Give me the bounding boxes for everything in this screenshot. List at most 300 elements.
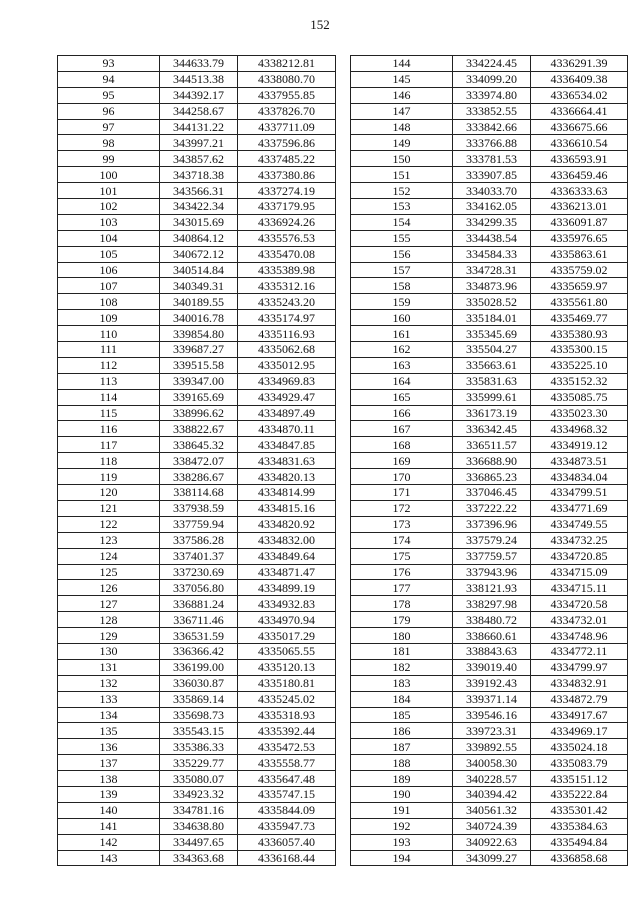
x-coordinate-cell: 337230.69 [160, 564, 238, 580]
y-coordinate-cell: 4337380.86 [238, 167, 336, 183]
y-coordinate-cell: 4336593.91 [531, 151, 628, 167]
table-row [351, 675, 628, 691]
x-coordinate-cell: 340228.57 [453, 771, 531, 787]
table-row [351, 659, 628, 675]
point-number-cell: 167 [351, 421, 453, 437]
table-row [58, 659, 336, 675]
y-coordinate-cell: 4334820.13 [238, 469, 336, 485]
table-row [58, 548, 336, 564]
point-number-cell: 102 [58, 199, 160, 215]
x-coordinate-cell: 338121.93 [453, 580, 531, 596]
point-number-cell: 136 [58, 739, 160, 755]
point-number-cell: 168 [351, 437, 453, 453]
x-coordinate-cell: 336688.90 [453, 453, 531, 469]
y-coordinate-cell: 4337179.95 [238, 199, 336, 215]
x-coordinate-cell: 333907.85 [453, 167, 531, 183]
table-row [58, 405, 336, 421]
x-coordinate-cell: 337396.96 [453, 516, 531, 532]
y-coordinate-cell: 4334847.85 [238, 437, 336, 453]
point-number-cell: 179 [351, 612, 453, 628]
x-coordinate-cell: 339371.14 [453, 691, 531, 707]
point-number-cell: 165 [351, 389, 453, 405]
point-number-cell: 173 [351, 516, 453, 532]
y-coordinate-cell: 4336675.66 [531, 119, 628, 135]
point-number-cell: 184 [351, 691, 453, 707]
x-coordinate-cell: 335869.14 [160, 691, 238, 707]
point-number-cell: 121 [58, 500, 160, 516]
table-row [58, 437, 336, 453]
table-row [58, 214, 336, 230]
y-coordinate-cell: 4336333.63 [531, 183, 628, 199]
x-coordinate-cell: 340724.39 [453, 818, 531, 834]
y-coordinate-cell: 4337485.22 [238, 151, 336, 167]
x-coordinate-cell: 338286.67 [160, 469, 238, 485]
point-number-cell: 148 [351, 119, 453, 135]
point-number-cell: 176 [351, 564, 453, 580]
x-coordinate-cell: 338996.62 [160, 405, 238, 421]
y-coordinate-cell: 4334799.51 [531, 485, 628, 501]
y-coordinate-cell: 4335300.15 [531, 342, 628, 358]
x-coordinate-cell: 334033.70 [453, 183, 531, 199]
y-coordinate-cell: 4335747.15 [238, 786, 336, 802]
point-number-cell: 151 [351, 167, 453, 183]
y-coordinate-cell: 4335017.29 [238, 628, 336, 644]
point-number-cell: 169 [351, 453, 453, 469]
y-coordinate-cell: 4335225.10 [531, 357, 628, 373]
table-row [58, 151, 336, 167]
table-row [351, 357, 628, 373]
point-number-cell: 166 [351, 405, 453, 421]
y-coordinate-cell: 4334897.49 [238, 405, 336, 421]
x-coordinate-cell: 336030.87 [160, 675, 238, 691]
x-coordinate-cell: 337759.57 [453, 548, 531, 564]
y-coordinate-cell: 4334899.19 [238, 580, 336, 596]
table-row [58, 167, 336, 183]
point-number-cell: 114 [58, 389, 160, 405]
y-coordinate-cell: 4334970.94 [238, 612, 336, 628]
point-number-cell: 154 [351, 214, 453, 230]
point-number-cell: 153 [351, 199, 453, 215]
y-coordinate-cell: 4334872.79 [531, 691, 628, 707]
y-coordinate-cell: 4336664.41 [531, 103, 628, 119]
point-number-cell: 186 [351, 723, 453, 739]
table-row [351, 643, 628, 659]
y-coordinate-cell: 4335180.81 [238, 675, 336, 691]
table-row [58, 771, 336, 787]
point-number-cell: 183 [351, 675, 453, 691]
x-coordinate-cell: 344258.67 [160, 103, 238, 119]
x-coordinate-cell: 335663.61 [453, 357, 531, 373]
point-number-cell: 156 [351, 246, 453, 262]
y-coordinate-cell: 4334814.99 [238, 485, 336, 501]
point-number-cell: 189 [351, 771, 453, 787]
table-row [351, 469, 628, 485]
table-row [58, 834, 336, 850]
y-coordinate-cell: 4335318.93 [238, 707, 336, 723]
x-coordinate-cell: 340349.31 [160, 278, 238, 294]
y-coordinate-cell: 4335023.30 [531, 405, 628, 421]
point-number-cell: 100 [58, 167, 160, 183]
y-coordinate-cell: 4334748.96 [531, 628, 628, 644]
x-coordinate-cell: 338645.32 [160, 437, 238, 453]
x-coordinate-cell: 334438.54 [453, 230, 531, 246]
table-row [58, 119, 336, 135]
y-coordinate-cell: 4335558.77 [238, 755, 336, 771]
y-coordinate-cell: 4335152.32 [531, 373, 628, 389]
table-row [58, 357, 336, 373]
table-row [58, 739, 336, 755]
point-number-cell: 109 [58, 310, 160, 326]
x-coordinate-cell: 339854.80 [160, 326, 238, 342]
y-coordinate-cell: 4335389.98 [238, 262, 336, 278]
point-number-cell: 194 [351, 850, 453, 866]
point-number-cell: 116 [58, 421, 160, 437]
x-coordinate-cell: 336511.57 [453, 437, 531, 453]
y-coordinate-cell: 4334772.11 [531, 643, 628, 659]
point-number-cell: 187 [351, 739, 453, 755]
table-row [351, 405, 628, 421]
point-number-cell: 125 [58, 564, 160, 580]
point-number-cell: 93 [58, 56, 160, 72]
point-number-cell: 115 [58, 405, 160, 421]
table-row [351, 56, 628, 72]
point-number-cell: 159 [351, 294, 453, 310]
x-coordinate-cell: 340189.55 [160, 294, 238, 310]
table-row [58, 469, 336, 485]
y-coordinate-cell: 4335245.02 [238, 691, 336, 707]
table-row [58, 87, 336, 103]
point-number-cell: 170 [351, 469, 453, 485]
x-coordinate-cell: 336366.42 [160, 643, 238, 659]
table-row [58, 723, 336, 739]
y-coordinate-cell: 4336459.46 [531, 167, 628, 183]
x-coordinate-cell: 340058.30 [453, 755, 531, 771]
point-number-cell: 143 [58, 850, 160, 866]
table-row [351, 294, 628, 310]
y-coordinate-cell: 4335174.97 [238, 310, 336, 326]
point-number-cell: 129 [58, 628, 160, 644]
x-coordinate-cell: 334923.32 [160, 786, 238, 802]
table-row [351, 119, 628, 135]
point-number-cell: 193 [351, 834, 453, 850]
y-coordinate-cell: 4336291.39 [531, 56, 628, 72]
x-coordinate-cell: 340394.42 [453, 786, 531, 802]
table-row [351, 691, 628, 707]
y-coordinate-cell: 4336610.54 [531, 135, 628, 151]
table-row [351, 373, 628, 389]
x-coordinate-cell: 337586.28 [160, 532, 238, 548]
x-coordinate-cell: 337046.45 [453, 485, 531, 501]
x-coordinate-cell: 334224.45 [453, 56, 531, 72]
x-coordinate-cell: 337938.59 [160, 500, 238, 516]
y-coordinate-cell: 4334919.12 [531, 437, 628, 453]
y-coordinate-cell: 4334831.63 [238, 453, 336, 469]
y-coordinate-cell: 4335494.84 [531, 834, 628, 850]
table-row [351, 103, 628, 119]
y-coordinate-cell: 4334968.32 [531, 421, 628, 437]
table-row [351, 71, 628, 87]
x-coordinate-cell: 337759.94 [160, 516, 238, 532]
point-number-cell: 163 [351, 357, 453, 373]
y-coordinate-cell: 4334715.09 [531, 564, 628, 580]
y-coordinate-cell: 4335062.68 [238, 342, 336, 358]
x-coordinate-cell: 334099.20 [453, 71, 531, 87]
table-row [58, 310, 336, 326]
point-number-cell: 192 [351, 818, 453, 834]
table-row [351, 326, 628, 342]
table-row [351, 596, 628, 612]
point-number-cell: 132 [58, 675, 160, 691]
point-number-cell: 164 [351, 373, 453, 389]
y-coordinate-cell: 4336924.26 [238, 214, 336, 230]
point-number-cell: 158 [351, 278, 453, 294]
point-number-cell: 103 [58, 214, 160, 230]
point-number-cell: 145 [351, 71, 453, 87]
x-coordinate-cell: 338114.68 [160, 485, 238, 501]
table-row [58, 342, 336, 358]
y-coordinate-cell: 4334870.11 [238, 421, 336, 437]
y-coordinate-cell: 4335472.53 [238, 739, 336, 755]
x-coordinate-cell: 335386.33 [160, 739, 238, 755]
y-coordinate-cell: 4337955.85 [238, 87, 336, 103]
point-number-cell: 105 [58, 246, 160, 262]
y-coordinate-cell: 4337711.09 [238, 119, 336, 135]
point-number-cell: 97 [58, 119, 160, 135]
table-row [58, 262, 336, 278]
point-number-cell: 161 [351, 326, 453, 342]
y-coordinate-cell: 4335576.53 [238, 230, 336, 246]
point-number-cell: 113 [58, 373, 160, 389]
table-row [58, 389, 336, 405]
point-number-cell: 96 [58, 103, 160, 119]
point-number-cell: 190 [351, 786, 453, 802]
table-row [58, 707, 336, 723]
x-coordinate-cell: 340672.12 [160, 246, 238, 262]
point-number-cell: 147 [351, 103, 453, 119]
point-number-cell: 106 [58, 262, 160, 278]
point-number-cell: 119 [58, 469, 160, 485]
table-row [351, 151, 628, 167]
y-coordinate-cell: 4335392.44 [238, 723, 336, 739]
x-coordinate-cell: 336881.24 [160, 596, 238, 612]
table-row [351, 278, 628, 294]
point-number-cell: 155 [351, 230, 453, 246]
table-row [351, 834, 628, 850]
point-number-cell: 152 [351, 183, 453, 199]
point-number-cell: 185 [351, 707, 453, 723]
point-number-cell: 122 [58, 516, 160, 532]
y-coordinate-cell: 4336213.01 [531, 199, 628, 215]
table-row [351, 771, 628, 787]
table-row [58, 675, 336, 691]
point-number-cell: 175 [351, 548, 453, 564]
y-coordinate-cell: 4337596.86 [238, 135, 336, 151]
coordinates-table-left [57, 55, 336, 866]
table-row [351, 421, 628, 437]
y-coordinate-cell: 4335222.84 [531, 786, 628, 802]
table-row [58, 580, 336, 596]
point-number-cell: 134 [58, 707, 160, 723]
x-coordinate-cell: 344633.79 [160, 56, 238, 72]
x-coordinate-cell: 335831.63 [453, 373, 531, 389]
table-row [58, 421, 336, 437]
table-row [351, 850, 628, 866]
x-coordinate-cell: 339019.40 [453, 659, 531, 675]
point-number-cell: 127 [58, 596, 160, 612]
y-coordinate-cell: 4334832.91 [531, 675, 628, 691]
y-coordinate-cell: 4334917.67 [531, 707, 628, 723]
table-row [58, 230, 336, 246]
x-coordinate-cell: 344513.38 [160, 71, 238, 87]
x-coordinate-cell: 336173.19 [453, 405, 531, 421]
x-coordinate-cell: 334162.05 [453, 199, 531, 215]
table-row [351, 246, 628, 262]
x-coordinate-cell: 333781.53 [453, 151, 531, 167]
x-coordinate-cell: 334497.65 [160, 834, 238, 850]
table-row [58, 278, 336, 294]
x-coordinate-cell: 338297.98 [453, 596, 531, 612]
y-coordinate-cell: 4334732.01 [531, 612, 628, 628]
table-row [351, 87, 628, 103]
point-number-cell: 181 [351, 643, 453, 659]
y-coordinate-cell: 4334720.85 [531, 548, 628, 564]
point-number-cell: 117 [58, 437, 160, 453]
x-coordinate-cell: 337222.22 [453, 500, 531, 516]
y-coordinate-cell: 4335380.93 [531, 326, 628, 342]
x-coordinate-cell: 333766.88 [453, 135, 531, 151]
point-number-cell: 139 [58, 786, 160, 802]
x-coordinate-cell: 334584.33 [453, 246, 531, 262]
y-coordinate-cell: 4334720.58 [531, 596, 628, 612]
x-coordinate-cell: 333842.66 [453, 119, 531, 135]
table-row [58, 516, 336, 532]
y-coordinate-cell: 4335243.20 [238, 294, 336, 310]
table-row [351, 564, 628, 580]
point-number-cell: 160 [351, 310, 453, 326]
point-number-cell: 137 [58, 755, 160, 771]
point-number-cell: 142 [58, 834, 160, 850]
table-row [351, 516, 628, 532]
table-row [58, 850, 336, 866]
x-coordinate-cell: 333852.55 [453, 103, 531, 119]
table-row [351, 167, 628, 183]
point-number-cell: 126 [58, 580, 160, 596]
x-coordinate-cell: 337579.24 [453, 532, 531, 548]
x-coordinate-cell: 343015.69 [160, 214, 238, 230]
x-coordinate-cell: 339546.16 [453, 707, 531, 723]
x-coordinate-cell: 336342.45 [453, 421, 531, 437]
table-row [351, 389, 628, 405]
table-row [351, 135, 628, 151]
y-coordinate-cell: 4335470.08 [238, 246, 336, 262]
table-row [58, 596, 336, 612]
x-coordinate-cell: 334781.16 [160, 802, 238, 818]
y-coordinate-cell: 4335844.09 [238, 802, 336, 818]
point-number-cell: 131 [58, 659, 160, 675]
point-number-cell: 177 [351, 580, 453, 596]
x-coordinate-cell: 334638.80 [160, 818, 238, 834]
x-coordinate-cell: 336531.59 [160, 628, 238, 644]
table-row [58, 135, 336, 151]
y-coordinate-cell: 4335301.42 [531, 802, 628, 818]
x-coordinate-cell: 335504.27 [453, 342, 531, 358]
point-number-cell: 99 [58, 151, 160, 167]
table-row [351, 310, 628, 326]
x-coordinate-cell: 343857.62 [160, 151, 238, 167]
point-number-cell: 171 [351, 485, 453, 501]
x-coordinate-cell: 337056.80 [160, 580, 238, 596]
x-coordinate-cell: 336865.23 [453, 469, 531, 485]
table-row [58, 786, 336, 802]
point-number-cell: 150 [351, 151, 453, 167]
table-row [58, 755, 336, 771]
coordinates-table-right [350, 55, 628, 866]
x-coordinate-cell: 334873.96 [453, 278, 531, 294]
table-row [58, 643, 336, 659]
table-row [351, 437, 628, 453]
table-row [351, 230, 628, 246]
y-coordinate-cell: 4334732.25 [531, 532, 628, 548]
point-number-cell: 111 [58, 342, 160, 358]
y-coordinate-cell: 4334932.83 [238, 596, 336, 612]
y-coordinate-cell: 4335065.55 [238, 643, 336, 659]
x-coordinate-cell: 339515.58 [160, 357, 238, 373]
x-coordinate-cell: 343422.34 [160, 199, 238, 215]
x-coordinate-cell: 343718.38 [160, 167, 238, 183]
table-row [351, 548, 628, 564]
y-coordinate-cell: 4335116.93 [238, 326, 336, 342]
point-number-cell: 172 [351, 500, 453, 516]
x-coordinate-cell: 344392.17 [160, 87, 238, 103]
x-coordinate-cell: 338472.07 [160, 453, 238, 469]
x-coordinate-cell: 335229.77 [160, 755, 238, 771]
point-number-cell: 130 [58, 643, 160, 659]
y-coordinate-cell: 4335659.97 [531, 278, 628, 294]
table-row [351, 485, 628, 501]
point-number-cell: 128 [58, 612, 160, 628]
x-coordinate-cell: 340016.78 [160, 310, 238, 326]
point-number-cell: 144 [351, 56, 453, 72]
y-coordinate-cell: 4338212.81 [238, 56, 336, 72]
table-row [351, 612, 628, 628]
table-row [58, 326, 336, 342]
point-number-cell: 188 [351, 755, 453, 771]
point-number-cell: 124 [58, 548, 160, 564]
point-number-cell: 138 [58, 771, 160, 787]
table-row [351, 707, 628, 723]
x-coordinate-cell: 334299.35 [453, 214, 531, 230]
point-number-cell: 118 [58, 453, 160, 469]
table-row [58, 500, 336, 516]
y-coordinate-cell: 4334873.51 [531, 453, 628, 469]
x-coordinate-cell: 338660.61 [453, 628, 531, 644]
point-number-cell: 133 [58, 691, 160, 707]
x-coordinate-cell: 335543.15 [160, 723, 238, 739]
point-number-cell: 178 [351, 596, 453, 612]
table-row [58, 71, 336, 87]
point-number-cell: 146 [351, 87, 453, 103]
x-coordinate-cell: 338822.67 [160, 421, 238, 437]
y-coordinate-cell: 4334969.83 [238, 373, 336, 389]
point-number-cell: 157 [351, 262, 453, 278]
table-row [351, 214, 628, 230]
x-coordinate-cell: 336711.46 [160, 612, 238, 628]
table-row [351, 342, 628, 358]
x-coordinate-cell: 340561.32 [453, 802, 531, 818]
y-coordinate-cell: 4334799.97 [531, 659, 628, 675]
x-coordinate-cell: 338843.63 [453, 643, 531, 659]
table-row [351, 755, 628, 771]
